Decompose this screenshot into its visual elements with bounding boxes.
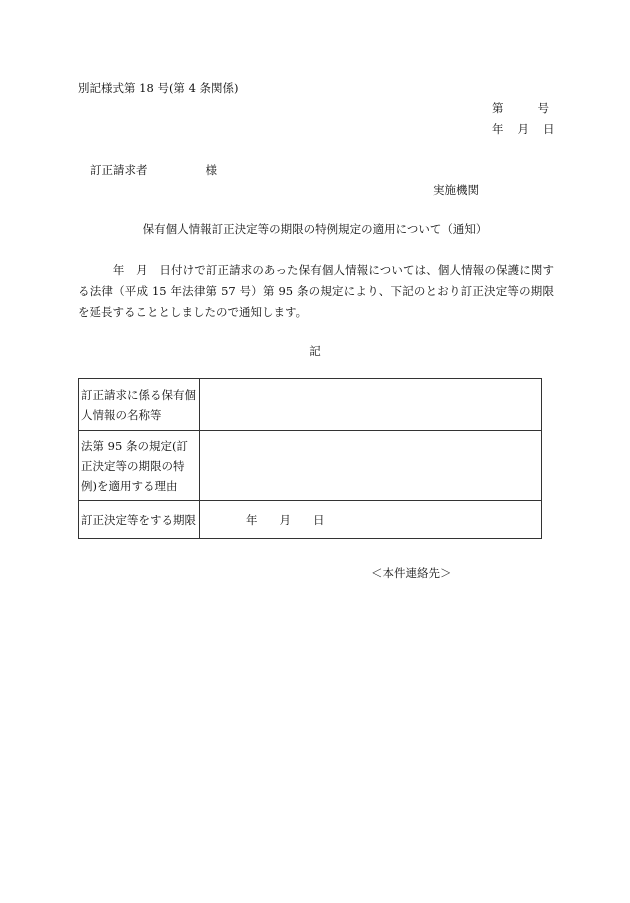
- document-date: [492, 121, 555, 137]
- date-month: 月: [517, 122, 529, 136]
- recipient-honorific: 様: [205, 163, 217, 177]
- deadline-month: 月: [279, 512, 291, 527]
- deadline-day: 日: [313, 512, 325, 527]
- doc-number-prefix: 第: [492, 101, 504, 115]
- document-number: [492, 100, 549, 116]
- doc-number-suffix: 号: [537, 101, 549, 115]
- recipient: [90, 162, 217, 178]
- row-label-info-name: 訂正請求に係る保有個人情報の名称等: [79, 379, 200, 431]
- details-table: [78, 378, 542, 539]
- deadline-year: 年: [246, 512, 258, 527]
- row-label-deadline: 訂正決定等をする期限: [79, 501, 200, 539]
- date-day: 日: [543, 122, 555, 136]
- row-label-reason: 法第 95 条の規定(訂正決定等の期限の特例)を適用する理由: [79, 431, 200, 501]
- table-row: [79, 431, 542, 501]
- body-paragraph: 年 月 日付けで訂正請求のあった保有個人情報については、個人情報の保護に関する法律（平成 15 年法律第 57 号）第 95 条の規定により、下記のとおり訂正決定等の期限を延長することとしましたので通知します。: [78, 263, 554, 319]
- recipient-label: 訂正請求者: [90, 163, 148, 177]
- row-value-reason: [200, 431, 542, 501]
- ki-heading: 記: [309, 344, 321, 358]
- row-value-deadline: [200, 501, 542, 539]
- document-title: 保有個人情報訂正決定等の期限の特例規定の適用について（通知）: [142, 222, 488, 236]
- form-number: 別記様式第 18 号(第 4 条関係): [78, 81, 239, 95]
- row-value-info-name: [200, 379, 542, 431]
- table-row: [79, 379, 542, 431]
- agency-name: 実施機関: [433, 183, 479, 197]
- contact-heading: ＜本件連絡先＞: [371, 566, 452, 580]
- table-row: [79, 501, 542, 539]
- date-year: 年: [492, 122, 504, 136]
